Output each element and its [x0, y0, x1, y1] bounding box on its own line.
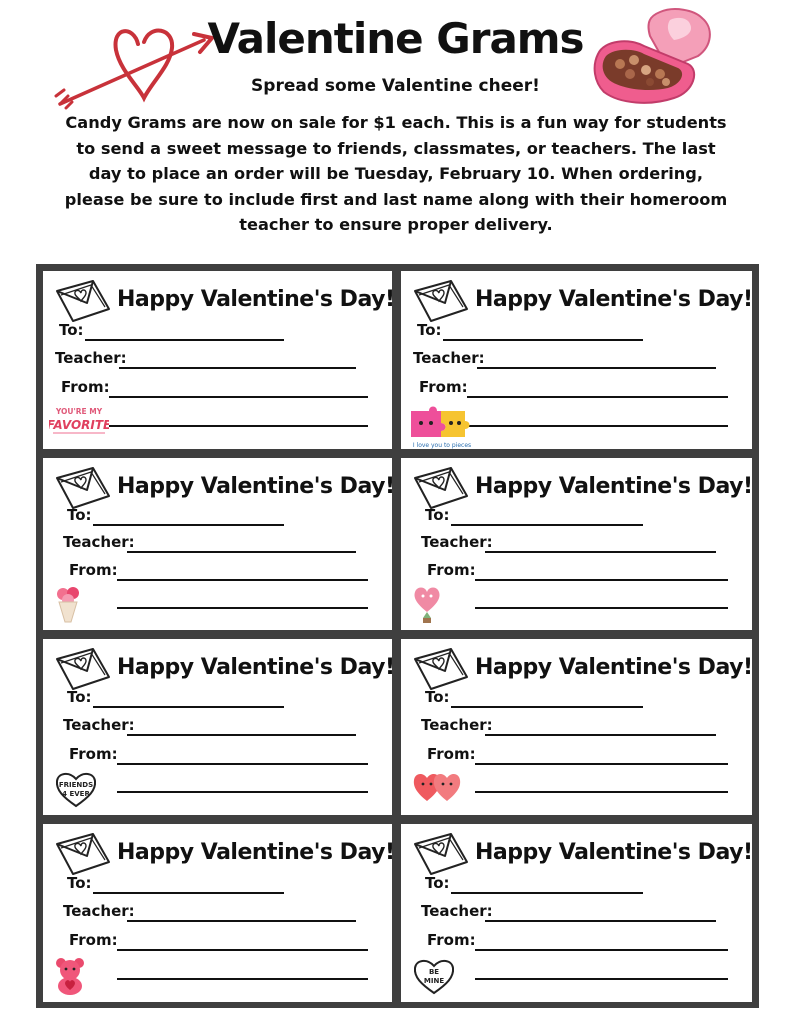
teacher-label: Teacher:	[413, 349, 485, 367]
valentine-gram-card	[43, 824, 395, 1002]
youre-my-favorite-sticker	[49, 403, 109, 437]
valentine-gram-grid	[36, 264, 759, 1008]
card-heading: Happy Valentine's Day!	[117, 655, 395, 680]
from-input-line[interactable]	[117, 579, 368, 581]
sticker	[411, 769, 463, 809]
from-label: From:	[69, 931, 118, 949]
teacher-input-line[interactable]	[485, 551, 716, 553]
from-input-line-2[interactable]	[109, 425, 368, 427]
from-input-line[interactable]	[475, 949, 728, 951]
to-label: To:	[67, 688, 92, 706]
card-heading: Happy Valentine's Day!	[475, 474, 753, 499]
card-heading: Happy Valentine's Day!	[117, 287, 395, 312]
friends-line2: 4 EVER	[62, 790, 90, 798]
valentine-gram-card	[43, 639, 395, 815]
friends-line1: FRIENDS	[58, 781, 94, 789]
header	[0, 0, 791, 262]
to-input-line[interactable]	[85, 339, 284, 341]
to-label: To:	[425, 874, 450, 892]
sticker	[411, 584, 443, 628]
teacher-label: Teacher:	[421, 716, 493, 734]
card-heading: Happy Valentine's Day!	[475, 840, 753, 865]
flower-bouquet-sticker	[53, 584, 83, 624]
from-label: From:	[69, 745, 118, 763]
teacher-label: Teacher:	[63, 902, 135, 920]
to-label: To:	[59, 321, 84, 339]
from-input-line-2[interactable]	[475, 791, 728, 793]
to-input-line[interactable]	[93, 706, 284, 708]
teacher-input-line[interactable]	[485, 920, 716, 922]
from-label: From:	[427, 745, 476, 763]
to-label: To:	[417, 321, 442, 339]
from-input-line-2[interactable]	[117, 607, 368, 609]
from-input-line-2[interactable]	[467, 425, 728, 427]
to-label: To:	[67, 874, 92, 892]
from-input-line[interactable]	[109, 396, 368, 398]
from-input-line[interactable]	[117, 949, 368, 951]
valentine-gram-card	[43, 458, 395, 630]
intro-paragraph: Candy Grams are now on sale for $1 each. This is a fun way for students to send a sweet message to friends, classmates, or teachers. The last day to place an order will be Tuesday, February 10. When ordering, please be sure to include first and last name along with their homeroom teacher to ensure proper delivery.	[64, 113, 728, 234]
from-input-line-2[interactable]	[475, 607, 728, 609]
puzzle-caption: I love you to pieces	[412, 442, 472, 449]
heart-balloon-sticker	[411, 584, 443, 624]
to-input-line[interactable]	[451, 524, 643, 526]
teacher-input-line[interactable]	[127, 551, 356, 553]
to-input-line[interactable]	[451, 706, 643, 708]
to-input-line[interactable]	[451, 892, 643, 894]
page-title: Valentine Grams	[207, 14, 584, 63]
chocolate-box-icon	[590, 6, 722, 112]
sticker	[53, 584, 83, 628]
card-heading: Happy Valentine's Day!	[475, 655, 753, 680]
teacher-input-line[interactable]	[127, 920, 356, 922]
bemine-line1: BE	[428, 968, 440, 976]
teacher-label: Teacher:	[63, 716, 135, 734]
from-input-line[interactable]	[475, 579, 728, 581]
valentine-gram-card	[43, 271, 395, 449]
to-input-line[interactable]	[93, 524, 284, 526]
sticker	[411, 956, 457, 1000]
puzzle-heart-sticker	[407, 403, 477, 449]
sticker	[53, 769, 99, 813]
from-label: From:	[427, 931, 476, 949]
from-label: From:	[427, 561, 476, 579]
from-input-line[interactable]	[117, 763, 368, 765]
from-input-line[interactable]	[467, 396, 728, 398]
from-input-line[interactable]	[475, 763, 728, 765]
to-input-line[interactable]	[93, 892, 284, 894]
friends-4-ever-heart-sticker	[53, 769, 99, 809]
from-label: From:	[61, 378, 110, 396]
from-input-line-2[interactable]	[117, 978, 368, 980]
teacher-input-line[interactable]	[119, 367, 356, 369]
sticker	[49, 403, 109, 441]
valentine-gram-card	[401, 639, 752, 815]
teacher-label: Teacher:	[421, 902, 493, 920]
envelope-heart-icon	[53, 279, 113, 327]
to-label: To:	[425, 506, 450, 524]
favorite-line1: YOU'RE MY	[55, 407, 103, 416]
envelope-heart-icon	[411, 832, 471, 880]
envelope-heart-icon	[411, 279, 471, 327]
to-input-line[interactable]	[443, 339, 643, 341]
from-input-line-2[interactable]	[475, 978, 728, 980]
card-heading: Happy Valentine's Day!	[475, 287, 753, 312]
teacher-label: Teacher:	[421, 533, 493, 551]
teddy-bear-sticker	[53, 956, 87, 996]
envelope-heart-icon	[53, 832, 113, 880]
bemine-line2: MINE	[423, 977, 445, 985]
from-label: From:	[69, 561, 118, 579]
sticker	[53, 956, 87, 1000]
sticker	[407, 403, 477, 453]
teacher-input-line[interactable]	[485, 734, 716, 736]
card-heading: Happy Valentine's Day!	[117, 840, 395, 865]
teacher-input-line[interactable]	[477, 367, 716, 369]
valentine-gram-card	[401, 271, 752, 449]
valentine-gram-card	[401, 824, 752, 1002]
page-subtitle: Spread some Valentine cheer!	[251, 76, 540, 96]
valentine-gram-card	[401, 458, 752, 630]
teacher-input-line[interactable]	[127, 734, 356, 736]
teacher-label: Teacher:	[55, 349, 127, 367]
hugging-hearts-sticker	[411, 769, 463, 805]
to-label: To:	[425, 688, 450, 706]
from-label: From:	[419, 378, 468, 396]
from-input-line-2[interactable]	[117, 791, 368, 793]
teacher-label: Teacher:	[63, 533, 135, 551]
favorite-line2: FAVORITE	[49, 418, 109, 432]
be-mine-heart-sticker	[411, 956, 457, 996]
to-label: To:	[67, 506, 92, 524]
card-heading: Happy Valentine's Day!	[117, 474, 395, 499]
